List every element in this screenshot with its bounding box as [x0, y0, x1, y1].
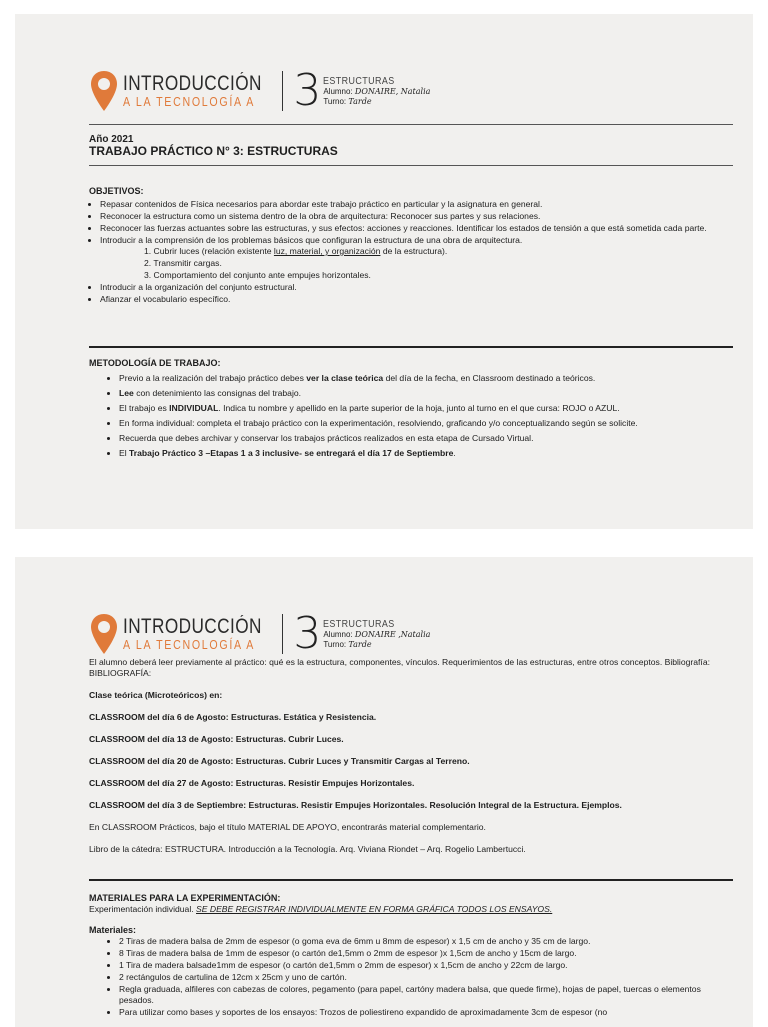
alumno-label: Alumno: [323, 87, 353, 96]
brand-line2: A LA TECNOLOGÍA A [123, 95, 256, 110]
list-item: • Reconocer la estructura como un sistema dentro de la obra de arquitectura: Reconocer sus partes y sus relaciones. [100, 211, 731, 222]
list-item-text: Introducir a la comprensión de los problemas básicos que configuran la estructura de una obra de arquitectura. [100, 235, 523, 245]
classroom-item: CLASSROOM del día 27 de Agosto: Estructuras. Resistir Empujes Horizontales. [89, 778, 415, 788]
year: Año 2021 [89, 134, 134, 145]
list-item: • 2 Tiras de madera balsa de 2mm de espesor (o goma eva de 6mm u 8mm de espesor) x 1,5 cm de ancho y 35 cm de largo. [119, 936, 731, 947]
divider [89, 165, 733, 166]
page-header [89, 608, 431, 659]
list-item: • Reconocer las fuerzas actuantes sobre las estructuras, y sus efectos: acciones y reacciones. Identificar los estados de tensión a que está sometida cada parte. [100, 223, 731, 234]
location-pin-icon [89, 69, 119, 113]
student-info [323, 618, 430, 650]
materiales-heading: MATERIALES PARA LA EXPERIMENTACIÓN: [89, 893, 281, 903]
alumno-label: Alumno: [323, 630, 353, 639]
materiales-section [89, 893, 731, 1019]
classroom-item: CLASSROOM del día 6 de Agosto: Estructuras. Estática y Resistencia. [89, 712, 377, 722]
list-item: • Afianzar el vocabulario específico. [100, 294, 731, 305]
title-block [89, 134, 731, 157]
brand-line2: A LA TECNOLOGÍA A [123, 638, 256, 653]
alumno-name: DONAIRE, Natalia [354, 87, 431, 96]
metodologia-section [89, 358, 731, 463]
sub-item: 2. Transmitir cargas. [144, 258, 222, 268]
turno-value: Tarde [348, 97, 372, 106]
list-item: • El Trabajo Práctico 3 –Etapas 1 a 3 inclusive- se entregará el día 17 de Septiembre. [119, 448, 731, 459]
sub-item: 1. Cubrir luces (relación existente luz, material, y organización de la estructura). [144, 246, 448, 256]
bibliografia-section [89, 657, 731, 866]
list-item: • Introducir a la organización del conjunto estructural. [100, 282, 731, 293]
sub-item: 3. Comportamiento del conjunto ante empujes horizontales. [144, 270, 371, 280]
list-item: • Previo a la realización del trabajo práctico debes ver la clase teórica del día de la fecha, en Classroom destinado a teóricos. [119, 373, 731, 384]
libro-text: Libro de la cátedra: ESTRUCTURA. Introducción a la Tecnología. Arq. Viviana Riondet – Arq. Rogelio Lambertucci. [89, 844, 526, 854]
location-pin-icon [89, 612, 119, 656]
list-item: • 8 Tiras de madera balsa de 1mm de espesor (o cartón de1,5mm o 2mm de espesor )x 1,5cm de ancho y 15cm de largo. [119, 948, 731, 959]
list-item: • Lee con detenimiento las consignas del trabajo. [119, 388, 731, 399]
unit-number: 3 [293, 65, 322, 116]
alumno-name: DONAIRE ,Natalia [354, 630, 431, 639]
turno-label: Turno: [323, 640, 347, 649]
list-item: • En forma individual: completa el trabajo práctico con la experimentación, resolviendo, graficando y/o conceptualizando según se solicite. [119, 418, 731, 429]
list-item: • Recuerda que debes archivar y conservar los trabajos prácticos realizados en esta etapa de Cursado Virtual. [119, 433, 731, 444]
brand-line1: INTRODUCCIÓN [123, 72, 262, 96]
brand-line1: INTRODUCCIÓN [123, 615, 262, 639]
divider [89, 346, 733, 348]
list-item: • Regla graduada, alfileres con cabezas de colores, pegamento (para papel, cartóny madera balsa, que quede firme), hojas de papel, tuercas o elementos pesados. [119, 984, 731, 1006]
unit-title: ESTRUCTURAS [323, 75, 395, 87]
list-item: • El trabajo es INDIVIDUAL. Indica tu nombre y apellido en la parte superior de la hoja, junto al turno en el que cursa: ROJO o AZUL. [119, 403, 731, 414]
intro-text: El alumno deberá leer previamente al práctico: qué es la estructura, componentes, vínculos. Requerimientos de las estructuras, entre otros conceptos. Bibliografía: BIBLIOGRAFÍA: [89, 657, 710, 678]
metodologia-heading: METODOLOGÍA DE TRABAJO: [89, 358, 221, 368]
objetivos-section [89, 186, 731, 306]
document-page-2 [15, 557, 753, 1027]
brand-logo [123, 616, 292, 652]
turno-value: Tarde [348, 640, 372, 649]
page-header [89, 65, 431, 116]
list-item [100, 235, 731, 281]
brand-logo [123, 73, 292, 109]
divider [89, 879, 733, 881]
list-item: • Repasar contenidos de Física necesarios para abordar este trabajo práctico en particular y la asignatura en general. [100, 199, 731, 210]
classroom-item: CLASSROOM del día 3 de Septiembre: Estructuras. Resistir Empujes Horizontales. Resolución Integral de la Estructura. Ejemplos. [89, 800, 622, 810]
header-divider [282, 614, 283, 654]
list-item: • 2 rectángulos de cartulina de 12cm x 25cm y uno de cartón. [119, 972, 731, 983]
classroom-item: CLASSROOM del día 13 de Agosto: Estructuras. Cubrir Luces. [89, 734, 344, 744]
turno-label: Turno: [323, 97, 347, 106]
list-item: • Para utilizar como bases y soportes de los ensayos: Trozos de poliestireno expandido de aproximadamente 3cm de espesor (no [119, 1007, 731, 1018]
classroom-item: CLASSROOM del día 20 de Agosto: Estructuras. Cubrir Luces y Transmitir Cargas al Terreno. [89, 756, 470, 766]
unit-number: 3 [293, 608, 322, 659]
document-page-1 [15, 14, 753, 529]
unit-title: ESTRUCTURAS [323, 618, 395, 630]
objetivos-heading: OBJETIVOS: [89, 186, 144, 196]
header-divider [282, 71, 283, 111]
clase-heading: Clase teórica (Microteóricos) en: [89, 690, 223, 700]
experimentacion-text: Experimentación individual. SE DEBE REGISTRAR INDIVIDUALMENTE EN FORMA GRÁFICA TODOS LOS ENSAYOS. [89, 904, 553, 914]
practice-title: TRABAJO PRÁCTICO N° 3: ESTRUCTURAS [89, 144, 338, 158]
student-info [323, 75, 430, 107]
list-item: • 1 Tira de madera balsade1mm de espesor (o cartón de1,5mm o 2mm de espesor) x 1,5cm de ancho y 22cm de largo. [119, 960, 731, 971]
practicos-text: En CLASSROOM Prácticos, bajo el título MATERIAL DE APOYO, encontrarás material complementario. [89, 822, 486, 832]
divider [89, 124, 733, 125]
materiales-label: Materiales: [89, 925, 137, 935]
